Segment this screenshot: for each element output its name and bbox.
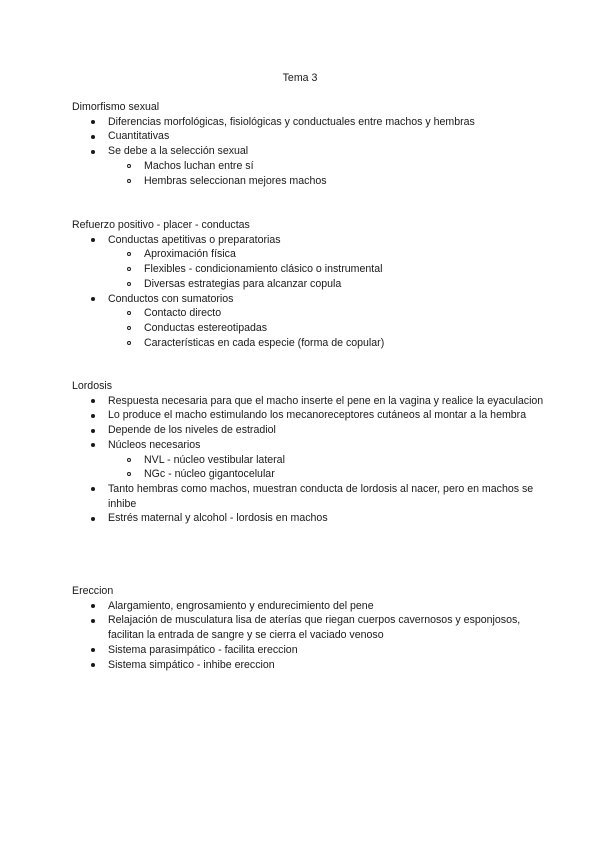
bullet-item: Se debe a la selección sexual	[72, 144, 532, 159]
bullet-item: Cuantitativas	[72, 129, 532, 144]
bullet-item: Depende de los niveles de estradiol	[72, 423, 532, 438]
bullet-list	[72, 599, 532, 673]
bullet-item: Conductas apetitivas o preparatorias	[72, 233, 532, 248]
sub-bullet-item: Flexibles - condicionamiento clásico o instrumental	[72, 262, 532, 277]
section-heading: Refuerzo positivo - placer - conductas	[72, 219, 250, 231]
bullet-item: Lo produce el macho estimulando los mecanoreceptores cutáneos al montar a la hembra	[72, 408, 548, 423]
sub-bullet-item: Características en cada especie (forma de copular)	[72, 336, 532, 351]
bullet-item: Tanto hembras como machos, muestran conducta de lordosis al nacer, pero en machos se inhibe	[72, 482, 548, 511]
sub-bullet-item: NGc - núcleo gigantocelular	[72, 467, 532, 482]
document-title: Tema 3	[282, 72, 318, 84]
sub-bullet-item: Machos luchan entre sí	[72, 159, 532, 174]
sub-bullet-item: Aproximación física	[72, 247, 532, 262]
bullet-list	[72, 233, 532, 351]
sub-bullet-item: Conductas estereotipadas	[72, 321, 532, 336]
bullet-list	[72, 115, 532, 189]
section-heading: Ereccion	[72, 585, 114, 597]
bullet-item: Alargamiento, engrosamiento y endurecimiento del pene	[72, 599, 532, 614]
bullet-item: Conductos con sumatorios	[72, 292, 532, 307]
section-heading: Dimorfismo sexual	[72, 101, 160, 113]
bullet-list	[72, 394, 544, 526]
bullet-item: Núcleos necesarios	[72, 438, 532, 453]
bullet-item: Relajación de musculatura lisa de aterías que riegan cuerpos cavernosos y esponjosos, facilitan la entrada de sangre y se cierra el vaciado venoso	[72, 613, 548, 642]
sub-bullet-item: Hembras seleccionan mejores machos	[72, 174, 532, 189]
bullet-item: Sistema parasimpático - facilita ereccion	[72, 643, 532, 658]
section-lordosis	[72, 379, 544, 526]
bullet-item: Diferencias morfológicas, fisiológicas y conductuales entre machos y hembras	[72, 115, 532, 130]
bullet-item: Respuesta necesaria para que el macho inserte el pene en la vagina y realice la eyaculacion	[72, 394, 548, 409]
sub-bullet-item: NVL - núcleo vestibular lateral	[72, 453, 532, 468]
sub-bullet-item: Contacto directo	[72, 306, 532, 321]
section-ereccion	[72, 584, 532, 672]
section-heading: Lordosis	[72, 380, 113, 392]
section-dimorfismo	[72, 100, 532, 188]
bullet-item: Sistema simpático - inhibe ereccion	[72, 658, 532, 673]
sub-bullet-item: Diversas estrategias para alcanzar copula	[72, 277, 532, 292]
section-refuerzo	[72, 218, 532, 350]
bullet-item: Estrés maternal y alcohol - lordosis en machos	[72, 511, 532, 526]
